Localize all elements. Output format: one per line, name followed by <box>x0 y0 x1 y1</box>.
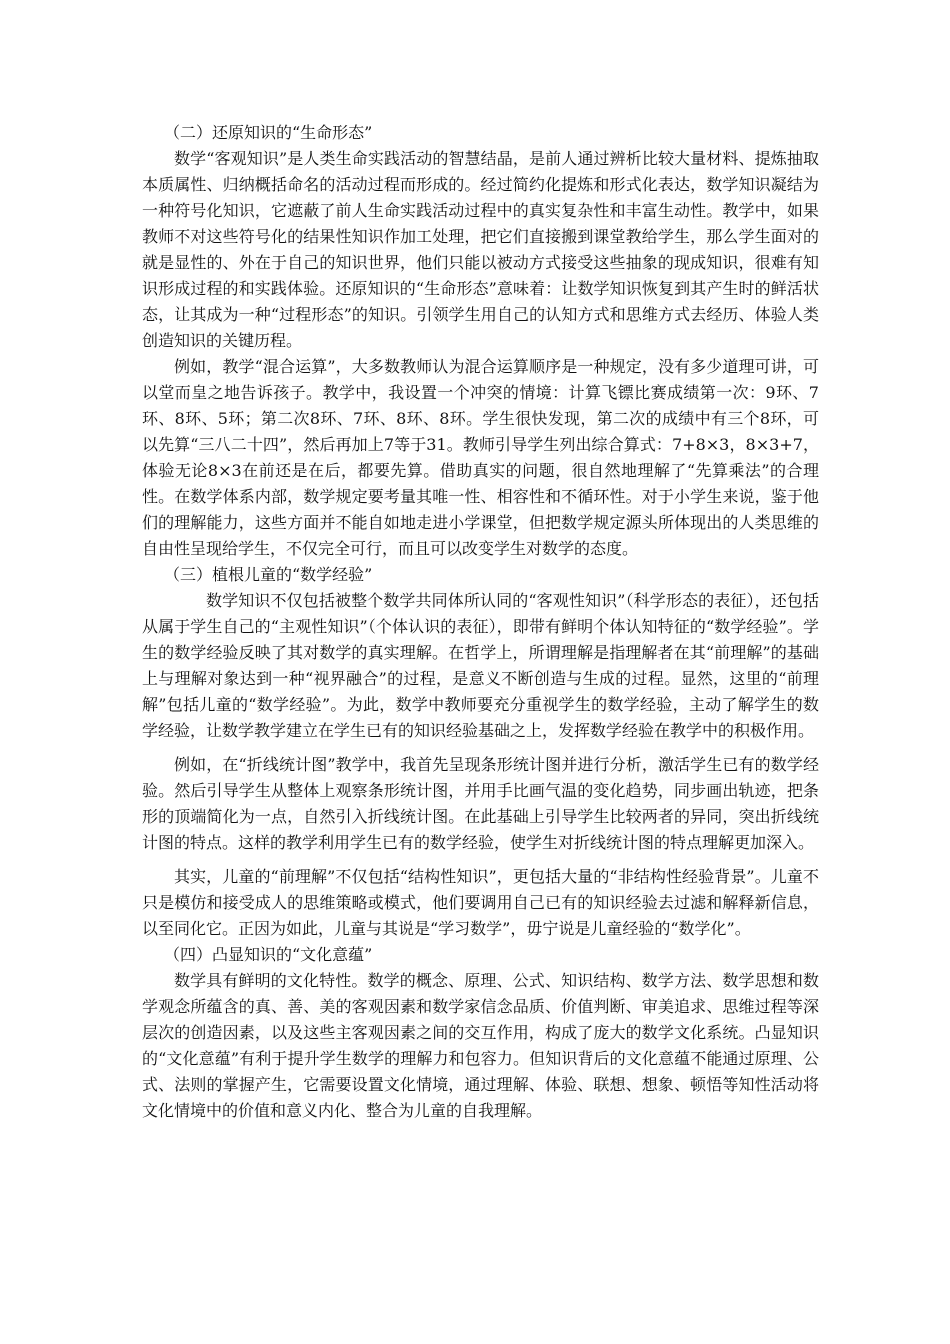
paragraph-cultural-meaning: 数学具有鲜明的文化特性。数学的概念、原理、公式、知识结构、数学方法、数学思想和数学观念所蕴含的真、善、美的客观因素和数学家信念品质、价值判断、审美追求、思维过程等深层次的创造因素，以及这些主客观因素之间的交互作用，构成了庞大的数学文化系统。凸显知识的“文化意蕴”有利于提升学生数学的理解力和包容力。但知识背后的文化意蕴不能通过原理、公式、法则的掌握产生，它需要设置文化情境，通过理解、体验、联想、想象、顿悟等知性活动将文化情境中的价值和意义内化、整合为儿童的自我理解。 <box>142 971 819 1120</box>
paragraph-mixed-operations-example: 例如，教学“混合运算”，大多数教师认为混合运算顺序是一种规定，没有多少道理可讲，可以堂而皇之地告诉孩子。教学中，我设置一个冲突的情境：计算飞镖比赛成绩第一次：9环、7环、8环、5环；第二次8环、7环、8环、8环。学生很快发现，第二次的成绩中有三个8环，可以先算“三八二十四”，然后再加上7等于31。教师引导学生列出综合算式：7+8×3，8×3+7，体验无论8×3在前还是在后，都要先算。借助真实的问题，很自然地理解了“先算乘法”的合理性。在数学体系内部，数学规定要考量其唯一性、相容性和不循环性。对于小学生来说，鉴于他们的理解能力，这些方面并不能自如地走进小学课堂，但把数学规定源头所体现出的人类思维的自由性呈现给学生，不仅完全可行，而且可以改变学生对数学的态度。 <box>142 357 819 558</box>
paragraph-life-form: 数学“客观知识”是人类生命实践活动的智慧结晶，是前人通过辨析比较大量材料、提炼抽取本质属性、归纳概括命名的活动过程而形成的。经过简约化提炼和形式化表达，数学知识凝结为一种符号化知识，它遮蔽了前人生命实践活动过程中的真实复杂性和丰富生动性。教学中，如果教师不对这些符号化的结果性知识作加工处理，把它们直接搬到课堂教给学生，那么学生面对的就是显性的、外在于自己的知识世界，他们只能以被动方式接受这些抽象的现成知识，很难有知识形成过程的和实践体验。还原知识的“生命形态”意味着：让数学知识恢复到其产生时的鲜活状态，让其成为一种“过程形态”的知识。引领学生用自己的认知方式和思维方式去经历、体验人类创造知识的关键历程。 <box>142 149 819 350</box>
paragraph-math-experience: 数学知识不仅包括被整个数学共同体所认同的“客观性知识”（科学形态的表征），还包括从属于学生自己的“主观性知识”（个体认识的表征），即带有鲜明个体认知特征的“数学经验”。学生的数学经验反映了其对数学的真实理解。在哲学上，所谓理解是指理解者在其“前理解”的基础上与理解对象达到一种“视界融合”的过程，是意义不断创造与生成的过程。显然，这里的“前理解”包括儿童的“数学经验”。为此，数学中教师要充分重视学生的数学经验，主动了解学生的数学经验，让数学教学建立在学生已有的知识经验基础之上，发挥数学经验在教学中的积极作用。 <box>142 591 819 740</box>
section-heading-3: （三）植根儿童的“数学经验” <box>164 565 373 584</box>
paragraph-gap <box>142 856 819 864</box>
paragraph-pre-understanding: 其实，儿童的“前理解”不仅包括“结构性知识”，更包括大量的“非结构性经验背景”。儿童不只是模仿和接受成人的思维策略或模式，他们要调用自己已有的知识经验去过滤和解释新信息，以至同化它。正因为如此，儿童与其说是“学习数学”，毋宁说是儿童经验的“数学化”。 <box>142 867 819 938</box>
section-heading-4: （四）凸显知识的“文化意蕴” <box>164 945 373 964</box>
section-heading-2: （二）还原知识的“生命形态” <box>164 123 373 142</box>
paragraph-line-chart-example: 例如，在“折线统计图”教学中，我首先呈现条形统计图并进行分析，激活学生已有的数学经验。然后引导学生从整体上观察条形统计图，并用手比画气温的变化趋势，同步画出轨迹，把条形的顶端简化为一点，自然引入折线统计图。在此基础上引导学生比较两者的异同，突出折线统计图的特点。这样的教学利用学生已有的数学经验，使学生对折线统计图的特点理解更加深入。 <box>142 755 819 852</box>
document-page <box>142 120 819 1124</box>
paragraph-gap <box>142 744 819 752</box>
